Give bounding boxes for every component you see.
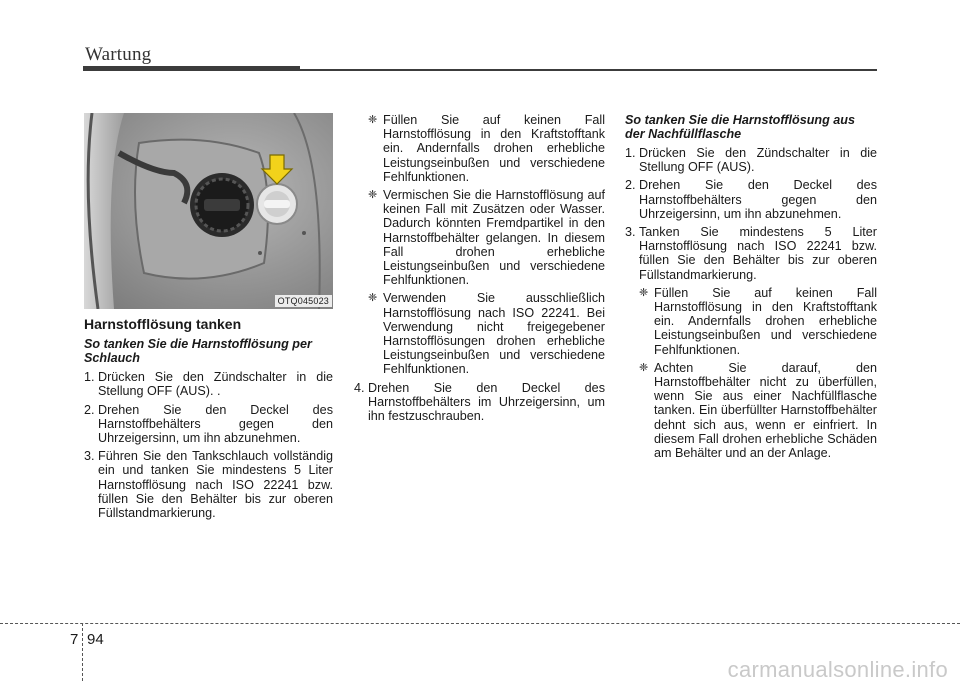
note-symbol-icon: ❈: [368, 189, 378, 202]
step-number: 2.: [625, 178, 636, 193]
footer-rule: [0, 623, 960, 624]
hose-step-2: [84, 403, 333, 446]
note-text: Vermischen Sie die Harnstofflösung auf keinen Fall mit Zusätzen oder Wasser. Dadurch könnten Fremdpartikel in den Harnstoffbehälter gelangen. In diesem Fall drohen erhebliche Leistungseinbußen und verschiedene Fehlfunktionen.: [383, 188, 605, 288]
note-symbol-icon: ❈: [639, 286, 649, 299]
hose-step-4: [354, 381, 605, 424]
column-3: [625, 113, 877, 464]
page-number-divider: [82, 623, 83, 681]
fuel-door-photo: [84, 113, 333, 309]
bottle-step-3: [625, 225, 877, 282]
diesel-cap: [190, 173, 254, 237]
watermark: carmanualsonline.info: [727, 657, 948, 682]
note-text: Verwenden Sie ausschließlich Harnstofflösung nach ISO 22241. Bei Verwendung nicht freigegebener Harnstofflösungen drohen erhebliche Leistungseinbußen und verschiedene Fehlfunktionen.: [383, 291, 605, 377]
bottle-step-2: [625, 178, 877, 221]
step-number: 3.: [84, 449, 95, 464]
step-number: 1.: [625, 146, 636, 160]
hose-step-3: [84, 449, 333, 520]
photo-code: OTQ045023: [275, 295, 332, 307]
page-number: 94: [87, 631, 104, 648]
section-title: Harnstofflösung tanken: [84, 316, 242, 332]
note-symbol-icon: ❈: [368, 114, 378, 126]
hose-step-1: [84, 370, 333, 398]
step-text: Drücken Sie den Zündschalter in die Stellung OFF (AUS). .: [98, 370, 333, 399]
hose-note-3: [368, 291, 605, 376]
header-title: Wartung: [85, 44, 152, 65]
step-number: 3.: [625, 225, 636, 240]
hose-note-2: [368, 188, 605, 287]
step-number: 1.: [84, 370, 95, 385]
step-text: Drücken Sie den Zündschalter in die Stellung OFF (AUS).: [639, 146, 877, 175]
note-symbol-icon: ❈: [368, 292, 378, 305]
note-text: Achten Sie darauf, den Harnstoffbehälter nicht zu überfüllen, wenn Sie aus einer Nachfüllflasche tanken. Ein überfüllter Harnstoffbehälter dehnt sich aus, wenn er einfriert. In diesem Fall drohen erhebliche Schäden am Behälter und an der Anlage.: [654, 360, 877, 461]
step-text: Drehen Sie den Deckel des Harnstoffbehälters gegen den Uhrzeigersinn, um ihn abzunehmen.: [639, 178, 877, 221]
chapter-number: 7: [70, 631, 79, 648]
note-symbol-icon: ❈: [639, 361, 649, 374]
step-text: Tanken Sie mindestens 5 Liter Harnstofflösung nach ISO 22241 bzw. füllen Sie den Behälter bis zur oberen Füllstandmarkierung.: [639, 225, 877, 282]
step-text: Drehen Sie den Deckel des Harnstoffbehälters gegen den Uhrzeigersinn, um ihn abzunehmen.: [98, 402, 333, 446]
bottle-note-1: [639, 286, 877, 357]
note-text: Füllen Sie auf keinen Fall Harnstofflösung in den Kraftstofftank ein. Andernfalls drohen erhebliche Leistungseinbußen und verschiedene Fehlfunktionen.: [654, 285, 877, 357]
step-number: 2.: [84, 402, 95, 417]
step-number: 4.: [354, 380, 365, 395]
bottle-note-2: [639, 361, 877, 460]
urea-cap: [257, 184, 297, 224]
hose-note-1: [368, 113, 605, 184]
step-text: Führen Sie den Tankschlauch vollständig ein und tanken Sie mindestens 5 Liter Harnstofflösung nach ISO 22241 bzw. füllen Sie den Behälter bis zur oberen Füllstandmarkierung.: [98, 449, 333, 521]
fuel-door-illustration: [84, 113, 333, 309]
step-text: Drehen Sie den Deckel des Harnstoffbehälters im Uhrzeigersinn, um ihn festzuschrauben.: [368, 380, 605, 424]
subtitle-bottle: So tanken Sie die Harnstofflösung aus der Nachfüllflasche: [625, 113, 855, 141]
column-1: [84, 317, 333, 524]
bottle-step-1: [625, 146, 877, 174]
header-rule: [300, 69, 877, 71]
note-text: Füllen Sie auf keinen Fall Harnstofflösung in den Kraftstofftank ein. Andernfalls drohen erhebliche Leistungseinbußen und verschiedene Fehlfunktionen.: [383, 113, 605, 184]
header-bar: [83, 66, 300, 71]
subtitle-hose: So tanken Sie die Harnstofflösung per Schlauch: [84, 337, 312, 366]
column-2: [354, 113, 605, 427]
